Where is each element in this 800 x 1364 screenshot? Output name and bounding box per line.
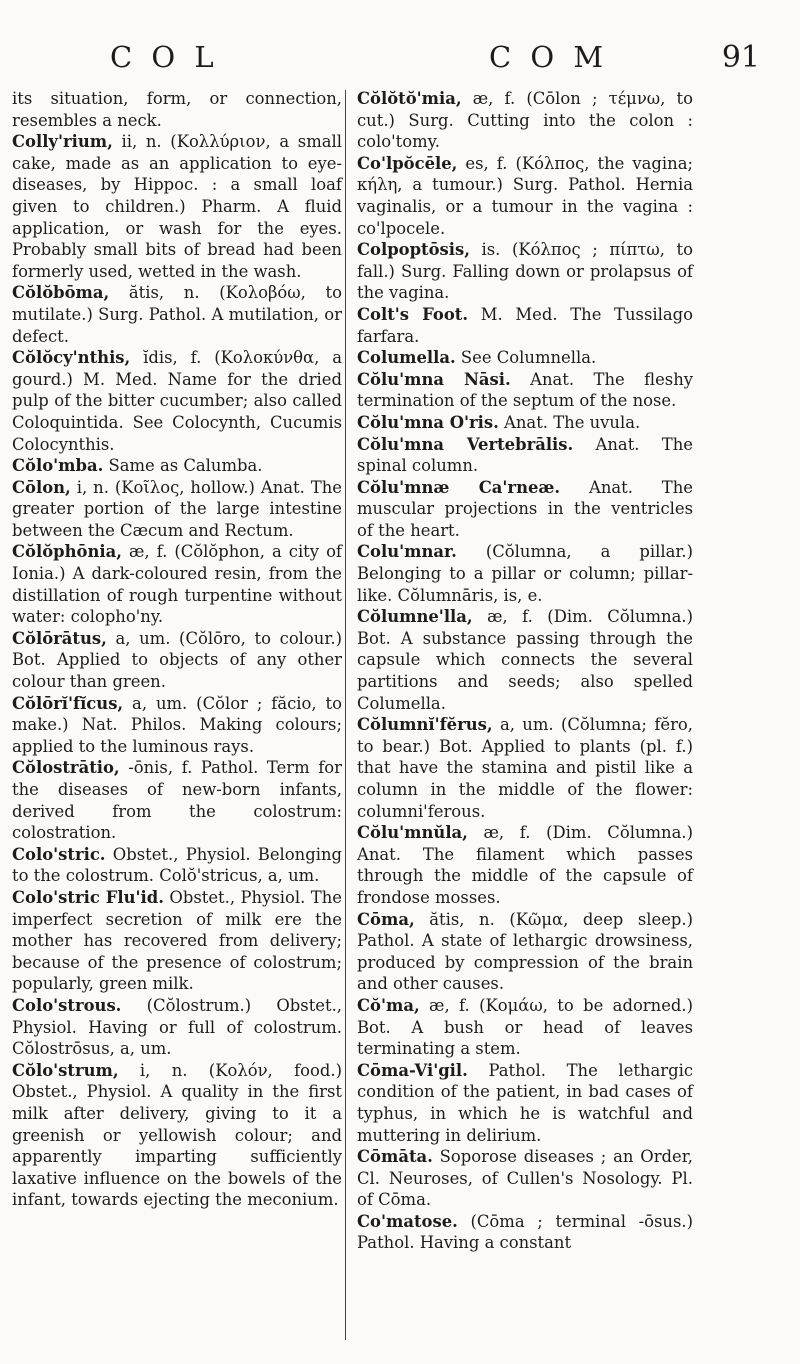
entry-headword: Cŏlumne'lla, xyxy=(357,607,473,627)
entry-headword: Colpoptōsis, xyxy=(357,240,470,260)
entry-headword: Colly'rium, xyxy=(12,132,113,152)
entry-headword: Cŏlŏcy'nthis, xyxy=(12,348,131,368)
entry-definition: Anat. The uvula. xyxy=(498,412,641,432)
dictionary-entry xyxy=(12,455,342,477)
entry-headword: Colu'mnar. xyxy=(357,542,457,562)
entry-headword: Cŏlu'mnŭla, xyxy=(357,823,468,843)
entry-definition: i, n. (Κοῖλος, hollow.) Anat. The greater portion of the large intestine between the Cæcum and Rectum. xyxy=(12,477,342,540)
entry-headword: Cŏlo'mba. xyxy=(12,456,104,476)
dictionary-entry xyxy=(357,434,693,477)
dictionary-entry xyxy=(12,541,342,627)
entry-definition: a, um. (Cŏlor ; făcio, to make.) Nat. Philos. Making colours; applied to the luminous rays. xyxy=(12,693,342,756)
entry-definition: Anat. The muscular projections in the ventricles of the heart. xyxy=(357,477,693,540)
entry-headword: Cŏlŏtŏ'mia, xyxy=(357,89,462,108)
dictionary-entry xyxy=(12,282,342,347)
entry-definition: Obstet., Physiol. The imperfect secretion of milk ere the mother has recovered from delivery; because of the presence of colostrum; popularly, green milk. xyxy=(12,887,342,994)
entry-headword: Colt's Foot. xyxy=(357,304,469,324)
entry-headword: Cŏlōrĭ'fĭcus, xyxy=(12,693,124,713)
entry-headword: Cōlon, xyxy=(12,477,71,497)
entry-headword: Cŏlo'strum, xyxy=(12,1060,119,1080)
entry-headword: Cŏlu'mna O'ris. xyxy=(357,412,499,432)
dictionary-entry xyxy=(12,628,342,693)
entry-definition: æ, f. (Dim. Cŏlumna.) Bot. A substance passing through the capsule which connects the several partitions and seeds; also spelled Columella. xyxy=(357,607,693,713)
header-left-guideword: C O L xyxy=(110,40,219,74)
entry-headword: Co'matose. xyxy=(357,1211,458,1231)
dictionary-entry xyxy=(12,844,342,887)
dictionary-entry xyxy=(357,369,693,412)
entry-headword: Cŏlu'mna Vertebrālis. xyxy=(357,434,574,454)
dictionary-entry xyxy=(12,477,342,542)
dictionary-entry xyxy=(357,1060,693,1146)
entry-definition: See Columnella. xyxy=(455,348,597,368)
entry-definition: i, n. (Κολόν, food.) Obstet., Physiol. A quality in the first milk after delivery, giving to it a greenish or yellowish colour; and apparently imparting sufficiently laxative influence on the bowels of the infant, towards ejecting the meconium. xyxy=(12,1060,342,1210)
dictionary-entry xyxy=(357,995,693,1060)
entry-definition: Obstet., Physiol. Belonging to the colostrum. Colŏ'stricus, a, um. xyxy=(12,844,342,886)
dictionary-entry xyxy=(357,714,693,822)
entry-headword: Cōma, xyxy=(357,909,415,929)
dictionary-entry xyxy=(12,887,342,995)
entry-headword: Cŏ'ma, xyxy=(357,995,420,1015)
dictionary-entry xyxy=(357,541,693,606)
dictionary-entry xyxy=(357,477,693,542)
entry-headword: Cōmāta. xyxy=(357,1147,433,1167)
entry-definition: (Cōma ; terminal -ōsus.) Pathol. Having a constant xyxy=(357,1211,693,1253)
entry-definition: M. Med. The Tussilago farfara. xyxy=(357,304,693,346)
entry-headword: Columella. xyxy=(357,348,456,368)
entry-definition: Pathol. The lethargic condition of the patient, in bad cases of typhus, in which he is watchful and muttering in delirium. xyxy=(357,1060,693,1145)
entry-headword: Cŏlu'mnæ Ca'rneæ. xyxy=(357,477,561,497)
dictionary-entry xyxy=(12,757,342,843)
dictionary-entry xyxy=(357,1146,693,1211)
dictionary-entry xyxy=(357,909,693,995)
entry-definition: æ, f. (Cŏlŏphon, a city of Ionia.) A dark-coloured resin, from the distillation of rough turpentine without water: colopho'ny. xyxy=(12,542,342,627)
entry-headword: Cŏlōrātus, xyxy=(12,628,107,648)
entry-definition: is. (Κόλπος ; πίπτω, to fall.) Surg. Falling down or prolapsus of the vagina. xyxy=(357,240,693,303)
entry-definition: ătis, n. (Κολοβόω, to mutilate.) Surg. Pathol. A mutilation, or defect. xyxy=(12,283,342,346)
dictionary-entry xyxy=(357,822,693,908)
entry-headword: Cŏlumnĭ'fĕrus, xyxy=(357,715,493,735)
entry-definition: its situation, form, or connection, resembles a neck. xyxy=(12,89,342,130)
entry-headword: Cŏlŏbōma, xyxy=(12,283,110,303)
column-divider xyxy=(345,90,346,1340)
entry-headword: Colo'stric. xyxy=(12,844,106,864)
entry-definition: (Cŏlostrum.) Obstet., Physiol. Having or full of colostrum. Cŏlostrōsus, a, um. xyxy=(12,995,342,1059)
entry-definition: ii, n. (Κολλύριον, a small cake, made as an application to eye-diseases, by Hippoc. : a small loaf given to children.) Pharm. A fluid application, or wash for the eyes. Probably small bits of bread had been formerly used, wetted in the wash. xyxy=(12,132,342,281)
dictionary-entry xyxy=(12,347,342,455)
left-column xyxy=(12,88,342,1211)
entry-definition: æ, f. (Cōlon ; τέμνω, to cut.) Surg. Cutting into the colon : colo'tomy. xyxy=(357,89,693,152)
dictionary-entry xyxy=(357,347,693,369)
entry-headword: Cŏlŏphōnia, xyxy=(12,542,122,562)
entry-headword: Colo'strous. xyxy=(12,995,122,1015)
dictionary-entry xyxy=(357,606,693,714)
dictionary-entry xyxy=(357,304,693,347)
dictionary-entry xyxy=(12,1060,342,1211)
entry-headword: Co'lpŏcēle, xyxy=(357,153,458,173)
entry-definition: a, um. (Cŏlumna; fĕro, to bear.) Bot. Applied to plants (pl. f.) that have the stamina and pistil like a column in the middle of the flower: columni'ferous. xyxy=(357,715,693,821)
dictionary-entry xyxy=(12,131,342,282)
entry-definition: æ, f. (Κομάω, to be adorned.) Bot. A bush or head of leaves terminating a stem. xyxy=(357,995,693,1059)
page-number: 91 xyxy=(721,40,760,75)
entry-definition: ĭdis, f. (Κολοκύνθα, a gourd.) M. Med. Name for the dried pulp of the bitter cucumber; also called Coloquintida. See Colocynth, Cucumis Colocynthis. xyxy=(12,348,342,454)
entry-definition: -ōnis, f. Pathol. Term for the diseases of new-born infants, derived from the colostrum: colostration. xyxy=(12,758,342,843)
entry-headword: Cŏlostrātio, xyxy=(12,758,120,778)
dictionary-entry xyxy=(12,88,342,131)
entry-headword: Cŏlu'mna Nāsi. xyxy=(357,369,511,389)
dictionary-entry xyxy=(357,88,693,153)
dictionary-entry xyxy=(357,239,693,304)
entry-definition: æ, f. (Dim. Cŏlumna.) Anat. The filament which passes through the middle of the capsule of frondose mosses. xyxy=(357,823,693,907)
entry-definition: es, f. (Κόλπος, the vagina; κήλη, a tumour.) Surg. Pathol. Hernia vaginalis, or a tumour in the vagina : co'lpocele. xyxy=(357,153,693,238)
page-header xyxy=(0,40,800,80)
dictionary-entry xyxy=(12,995,342,1060)
dictionary-entry xyxy=(357,1211,693,1254)
entry-definition: Same as Calumba. xyxy=(103,456,263,476)
entry-headword: Colo'stric Flu'id. xyxy=(12,887,164,907)
dictionary-entry xyxy=(357,412,693,434)
entry-definition: ătis, n. (Κῶμα, deep sleep.) Pathol. A state of lethargic drowsiness, produced by compression of the brain and other causes. xyxy=(357,909,693,994)
dictionary-entry xyxy=(357,153,693,239)
dictionary-entry xyxy=(12,693,342,758)
entry-definition: Anat. The spinal column. xyxy=(357,434,693,476)
entry-definition: a, um. (Cŏlōro, to colour.) Bot. Applied to objects of any other colour than green. xyxy=(12,628,342,692)
entry-definition: Anat. The fleshy termination of the septum of the nose. xyxy=(357,369,694,411)
right-column xyxy=(357,88,693,1254)
entry-definition: (Cŏlumna, a pillar.) Belonging to a pillar or column; pillar-like. Cŏlumnāris, is, e. xyxy=(357,542,693,605)
entry-headword: Cōma-Vi'gil. xyxy=(357,1060,468,1080)
header-right-guideword: C O M xyxy=(489,40,609,74)
entry-definition: Soporose diseases ; an Order, Cl. Neuroses, of Cullen's Nosology. Pl. of Cōma. xyxy=(357,1147,693,1210)
